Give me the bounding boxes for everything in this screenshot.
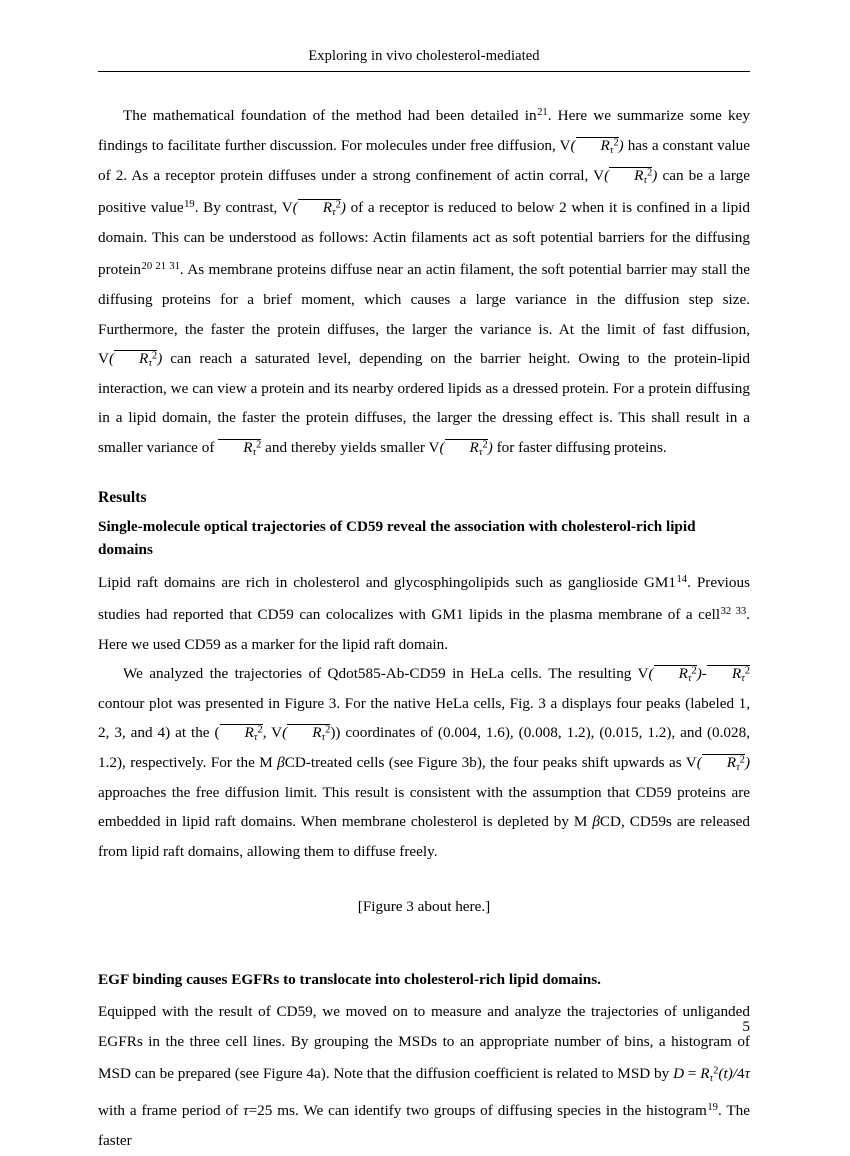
p1-text-7: . As membrane proteins diffuse near an actin filament, the soft potential barrier may stall the diffusing proteins for a brief moment, which causes a large variance in the diffusion step size. Furthermore, the faster the protein diffuses, the larger the variance is. At the limit of fast diffusion, <box>98 261 750 338</box>
math-V-j: V <box>271 724 283 742</box>
citation-21: 21 <box>537 107 548 119</box>
math-two-j: 2 <box>325 724 331 736</box>
math-R-d: R <box>139 350 149 368</box>
running-head-rule <box>98 71 750 72</box>
math-tau-i: τ <box>253 732 258 744</box>
p2-text-2: . Previous studies had reported that CD59 can colocalizes with GM1 lipids in the plasma membrane of a cell <box>98 573 750 624</box>
math-R-g: R <box>678 665 688 683</box>
p4-text-2: with a frame period of <box>98 1102 239 1120</box>
math-V-d: V <box>98 350 109 368</box>
p1-text-8: can reach a saturated level, depending on the barrier height. Owing to the protein-lipid interaction, we can view a protein and its nearby ordered lipids as a dressed protein. For a protein diffusing in a lipid domain, the faster the protein diffuses, the larger the dressing effect is. This shall result in a smaller variance of <box>98 350 751 456</box>
p1-text-5: . By contrast, <box>194 199 278 217</box>
citation-20-21-31: 20 21 31 <box>141 261 180 273</box>
math-V-c: V <box>281 199 293 217</box>
page-content-column <box>98 0 750 1156</box>
p3-comma: , <box>262 724 267 742</box>
math-tau-frame: τ <box>243 1102 249 1120</box>
math-V-Rtau2-g: V( $R_\tau^2$) <box>637 665 702 685</box>
page-number: 5 <box>742 1018 750 1035</box>
math-two-c: 2 <box>335 199 341 211</box>
p3-text-3: contour plot was presented in Figure 3. For the native HeLa cells, Fig. 3 a displays four peaks (labeled 1, 2, 3, and 4) at the ( <box>98 694 750 742</box>
math-tau-h: τ <box>741 673 745 685</box>
p2-text-3: . Here we used CD59 as a marker for the lipid raft domain. <box>98 606 750 653</box>
math-overline-c <box>298 199 341 218</box>
math-overline-i <box>220 724 263 743</box>
p1-text-10: for faster diffusing proteins. <box>496 438 667 456</box>
p3-text-8: CD, CD59s are released from lipid raft domains, allowing them to diffuse freely. <box>98 813 751 860</box>
p1-text-6: of a receptor is reduced to below 2 when it is confined in a lipid domain. This can be understood as follows: Actin filaments act as soft potential barriers for the diffusing protein <box>98 199 750 279</box>
citation-32-33: 32 33 <box>720 606 747 618</box>
math-tau-d: τ <box>148 358 153 370</box>
spacer-before-figure-note <box>98 866 750 892</box>
math-tau-e: τ <box>252 446 257 458</box>
citation-19-a: 19 <box>184 199 195 211</box>
math-V-f: V <box>428 438 440 456</box>
math-overline-j <box>287 724 330 743</box>
math-R-i: R <box>244 724 254 742</box>
p3-dash: - <box>701 665 707 683</box>
math-two-a: 2 <box>613 137 619 149</box>
p3-text-6: CD-treated cells (see Figure 3b), the four peaks shift upwards as <box>284 754 682 772</box>
math-R-a: R <box>600 136 610 154</box>
math-overline-d <box>114 350 157 369</box>
section-heading-results: Results <box>98 488 147 506</box>
math-tau-c: τ <box>332 207 336 219</box>
math-two-h: 2 <box>744 665 750 677</box>
math-V-Rtau2-f: V( $R_\tau^2$) <box>428 438 493 458</box>
math-tau-a: τ <box>609 144 614 156</box>
math-tau-k: τ <box>736 761 740 773</box>
math-two-f: 2 <box>482 439 488 451</box>
math-R-e: R <box>243 438 253 456</box>
math-overline-b <box>609 167 652 186</box>
math-two-e: 2 <box>256 439 262 451</box>
math-tau-m: τ <box>744 1064 751 1082</box>
subsection-heading-cd59: Single-molecule optical trajectories of CD59 reveal the association with cholesterol-rich lipid domains <box>98 517 696 558</box>
math-R-b: R <box>634 166 644 184</box>
paragraph-trajectories-analysis <box>98 659 750 866</box>
math-two-l: 2 <box>713 1065 719 1077</box>
math-R-j: R <box>312 724 322 742</box>
math-V-Rtau2-c: V( $R_\tau^2$) <box>281 199 346 219</box>
figure-placeholder-note: [Figure 3 about here.] <box>357 898 491 916</box>
paragraph-lipid-raft <box>98 565 750 660</box>
math-Rtau2-bare <box>218 439 261 456</box>
math-V-Rtau2-a: V( $R_\tau^2$) <box>559 136 624 156</box>
math-overline-g <box>654 665 697 684</box>
math-V-Rtau2-j: V( $R_\tau^2$ <box>271 724 331 744</box>
math-overline-f <box>445 439 488 458</box>
math-R-h: R <box>731 665 742 683</box>
math-two-d: 2 <box>152 350 158 362</box>
math-R-c: R <box>322 199 332 217</box>
math-R-f: R <box>469 438 479 456</box>
p4-text-1: Equipped with the result of CD59, we moved on to measure and analyze the trajectories of unliganded EGFRs in the three cell lines. By grouping the MSDs to an appropriate number of bins, a histogram of MSD can be prepared (see Figure 4a). Note that the diffusion coefficient is related to MSD by <box>98 1003 750 1082</box>
math-V-a: V <box>559 136 571 154</box>
math-t: t <box>723 1064 728 1082</box>
p3-text-5: )) coordinates of (0.004, 1.6), (0.008, 1.2), (0.015, 1.2), and (0.028, 1.2), respectively. For the M <box>98 724 750 772</box>
math-equals: = <box>687 1064 697 1082</box>
math-overline-a <box>576 137 619 156</box>
p3-text-7: approaches the free diffusion limit. This result is consistent with the assumption that CD59 proteins are embedded in lipid raft domains. When membrane cholesterol is depleted by M <box>98 783 750 831</box>
p2-text-1: Lipid raft domains are rich in cholesterol and glycosphingolipids such as ganglioside GM1 <box>98 573 676 591</box>
p1-text-2: . Here we summarize some key findings to facilitate further discussion. For molecules under free diffusion, <box>98 107 750 154</box>
paragraph-method-foundation <box>98 98 750 462</box>
math-V-Rtau2-k: V( $R_\tau^2$) <box>685 754 750 773</box>
running-head: Exploring in vivo cholesterol-mediated <box>308 48 540 64</box>
math-Rtau2-i <box>220 724 263 744</box>
math-tau-f: τ <box>478 446 483 458</box>
math-V-b: V <box>593 166 605 184</box>
math-overline-e <box>218 439 261 458</box>
math-overline-k <box>702 754 745 773</box>
spacer-before-egf-heading <box>98 922 750 966</box>
math-V-k: V <box>685 754 697 772</box>
math-two-i: 2 <box>257 724 263 736</box>
subsection-heading-egf: EGF binding causes EGFRs to translocate into cholesterol-rich lipid domains. <box>98 971 601 989</box>
math-R-k: R <box>726 754 737 772</box>
math-tau-j: τ <box>321 732 326 744</box>
math-tau-b: τ <box>643 174 648 186</box>
p1-text-4: can be a large positive value <box>98 166 751 217</box>
math-V-Rtau2-b: V( $R_\tau^2$) <box>593 166 658 186</box>
p4-text-3: =25 ms. We can identify two groups of diffusing species in the histogram <box>248 1102 707 1120</box>
math-D: D <box>673 1064 685 1082</box>
math-tau-g: τ <box>687 673 692 685</box>
p4-text-4: . The faster <box>98 1102 751 1150</box>
math-Rtau2-h <box>707 665 750 685</box>
paragraph-egfr-msd <box>98 997 750 1156</box>
math-two-g: 2 <box>691 665 697 677</box>
p1-text-3: has a constant value of 2. As a receptor protein diffuses under a strong confinement of actin corral, <box>98 136 751 184</box>
math-two-b: 2 <box>647 166 653 178</box>
math-V-g: V <box>637 665 649 683</box>
math-beta-a: β <box>277 754 285 772</box>
math-R-l: R <box>700 1064 710 1082</box>
math-diffusion-equation: $D = R_\tau^2(t)/4\tau$ <box>673 1064 751 1084</box>
p1-text-9: and thereby yields smaller <box>265 438 425 456</box>
math-overline-h <box>707 665 750 684</box>
p3-text-1: We analyzed the trajectories of Qdot585-Ab-CD59 in HeLa cells. The resulting <box>123 665 632 683</box>
math-V-Rtau2-d: V( $R_\tau^2$) <box>98 350 163 370</box>
math-two-k: 2 <box>739 754 745 766</box>
p1-text-1: The mathematical foundation of the method had been detailed in <box>123 107 537 125</box>
math-tau-l: τ <box>709 1072 714 1084</box>
math-four: 4 <box>737 1064 745 1082</box>
citation-19-b: 19 <box>707 1102 718 1114</box>
math-beta-b: β <box>592 813 600 831</box>
citation-14: 14 <box>676 573 688 585</box>
